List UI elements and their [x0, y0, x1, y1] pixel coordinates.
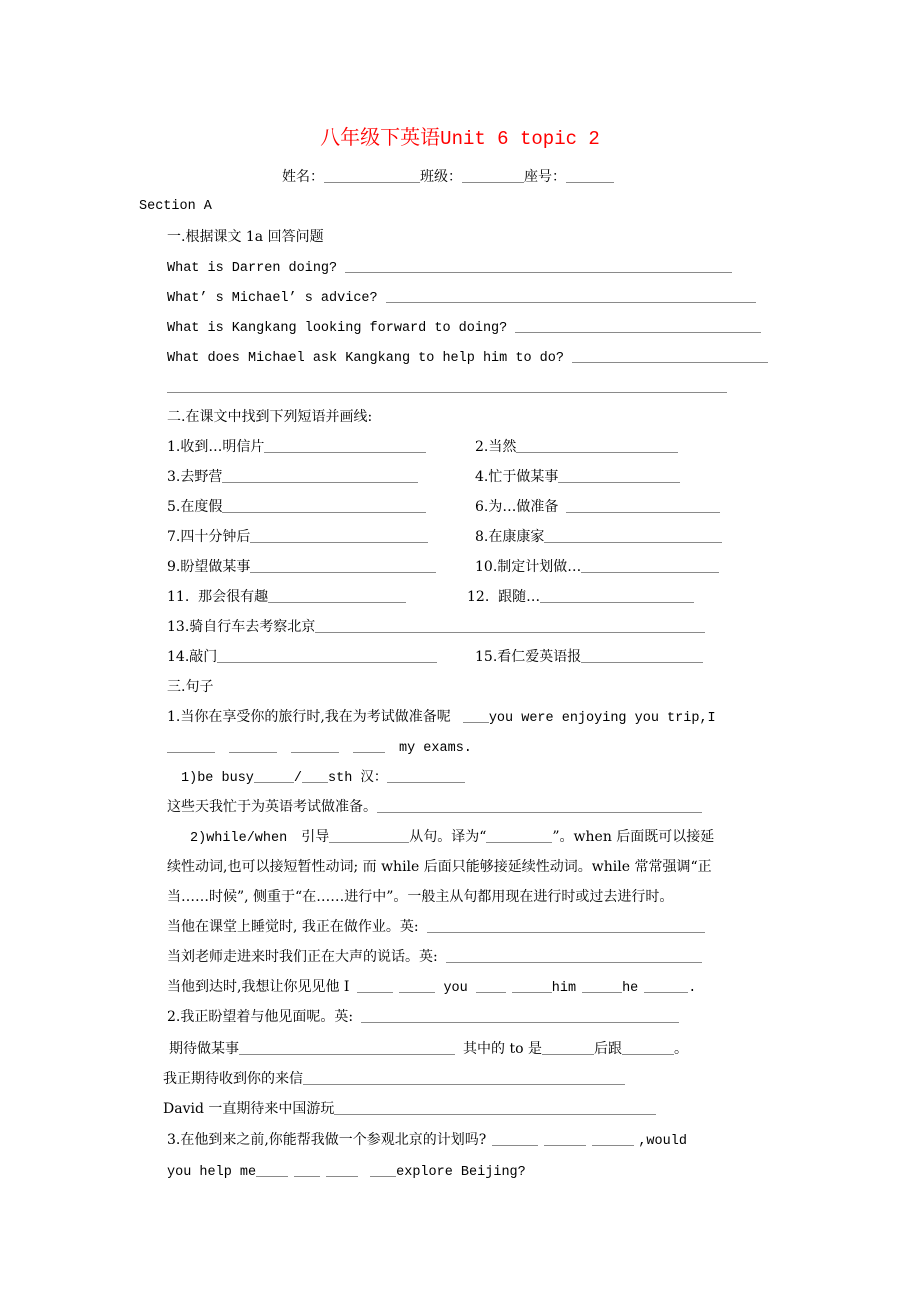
example-while-3: 当他到达时,我想让你见见他 I you him he .: [167, 979, 697, 996]
question-4: What does Michael ask Kangkang to help him to do?: [167, 348, 768, 368]
example-look-forward-1: 我正期待收到你的来信: [163, 1070, 625, 1088]
be-busy-blank-2[interactable]: [302, 768, 328, 783]
phrase-12: 12. 跟随…: [467, 588, 694, 606]
s3-blank-7[interactable]: [370, 1162, 396, 1177]
s1-blank-3[interactable]: [291, 738, 339, 753]
example-while-2: 当刘老师走进来时我们正在大声的说话。英:: [167, 948, 702, 966]
title-en: Unit 6 topic 2: [440, 128, 600, 150]
question-3: What is Kangkang looking forward to doing?: [167, 318, 761, 338]
s3-blank-5[interactable]: [294, 1162, 320, 1177]
phrase-4: 4.忙于做某事: [475, 468, 680, 486]
s3-blank-2[interactable]: [544, 1131, 586, 1146]
example-look-forward-2: David 一直期待来中国游玩: [163, 1100, 656, 1118]
example-while-2-field[interactable]: [446, 948, 702, 963]
ex4-blank-3[interactable]: [476, 978, 506, 993]
phrase-13-field[interactable]: [315, 618, 705, 633]
while-clause-type-field[interactable]: [329, 828, 409, 843]
s1-blank-2[interactable]: [229, 738, 277, 753]
s3-blank-3[interactable]: [592, 1131, 634, 1146]
be-busy-blank-1[interactable]: [254, 768, 294, 783]
part1-heading: 一.根据课文 1a 回答问题: [167, 229, 324, 245]
s3-blank-4[interactable]: [256, 1162, 288, 1177]
be-busy-meaning-field[interactable]: [387, 768, 465, 783]
phrase-8: 8.在康康家: [475, 528, 722, 546]
phrase-1: 1.收到…明信片: [167, 438, 426, 456]
sentence-2: 2.我正盼望着与他见面呢。英:: [167, 1008, 679, 1026]
answer-field-3[interactable]: [515, 318, 761, 333]
s3-blank-6[interactable]: [326, 1162, 358, 1177]
while-meaning-field[interactable]: [486, 828, 552, 843]
name-label: 姓名：: [282, 169, 324, 185]
phrase-look-forward: 期待做某事 其中的 to 是 后跟 。: [169, 1041, 688, 1057]
phrase-3: 3.去野营: [167, 468, 418, 486]
ex4-blank-5[interactable]: [582, 978, 622, 993]
phrase-9: 9.盼望做某事: [167, 558, 436, 576]
sentence-1: 1.当你在享受你的旅行时,我在为考试做准备呢 you were enjoying you trip,I: [167, 709, 716, 726]
phrase-6-field[interactable]: [566, 498, 720, 513]
phrase-2-field[interactable]: [516, 438, 678, 453]
ex4-blank-6[interactable]: [644, 978, 688, 993]
answer-field-4-continued[interactable]: [167, 392, 727, 393]
answer-field-1[interactable]: [345, 258, 732, 273]
phrase-15-field[interactable]: [581, 648, 703, 663]
example-look-forward-1-field[interactable]: [303, 1070, 625, 1085]
seat-field[interactable]: [566, 168, 614, 183]
phrase-14: 14.敲门: [167, 648, 437, 666]
part2-heading: 二.在课文中找到下列短语并画线:: [167, 409, 373, 425]
example-while-1: 当他在课堂上睡觉时, 我正在做作业。英:: [167, 918, 705, 936]
document-title: [0, 124, 920, 152]
student-info-row: [282, 168, 614, 186]
class-label: 班级：: [420, 169, 462, 185]
phrase-9-field[interactable]: [250, 558, 436, 573]
phrase-12-field[interactable]: [540, 588, 694, 603]
note-while-when: 2)while/when 引导 从句。译为“ ”。when 后面既可以接延: [190, 829, 715, 846]
example-look-forward-2-field[interactable]: [334, 1100, 656, 1115]
seat-label: 座号：: [524, 169, 566, 185]
sentence-1-line2: my exams.: [167, 738, 472, 758]
phrase-4-field[interactable]: [558, 468, 680, 483]
phrase-10: 10.制定计划做…: [475, 558, 719, 576]
class-field[interactable]: [462, 168, 524, 183]
title-cn: 八年级下英语: [320, 125, 441, 149]
phrase-2: 2.当然: [475, 438, 678, 456]
phrase-10-field[interactable]: [581, 558, 719, 573]
s1-blank-while[interactable]: [463, 708, 489, 723]
phrase-11: 11. 那会很有趣: [167, 588, 406, 606]
example-while-1-field[interactable]: [427, 918, 705, 933]
note-while-line2: 续性动词,也可以接短暂性动词; 而 while 后面只能够接延续性动词。while 常常强调“正: [167, 859, 712, 875]
note-be-busy: 1)be busy / sth 汉：: [181, 768, 465, 788]
ex4-blank-4[interactable]: [512, 978, 552, 993]
phrase-5-field[interactable]: [222, 498, 426, 513]
phrase-13: 13.骑自行车去考察北京: [167, 618, 705, 636]
question-1: What is Darren doing?: [167, 258, 732, 278]
s1-blank-4[interactable]: [353, 738, 385, 753]
phrase-3-field[interactable]: [222, 468, 418, 483]
phrase-11-field[interactable]: [268, 588, 406, 603]
ex4-blank-1[interactable]: [357, 978, 393, 993]
name-field[interactable]: [324, 168, 420, 183]
phrase-14-field[interactable]: [217, 648, 437, 663]
look-forward-field[interactable]: [239, 1040, 455, 1055]
follow-type-field[interactable]: [622, 1040, 674, 1055]
part3-heading: 三.句子: [167, 679, 214, 695]
to-type-field[interactable]: [542, 1040, 594, 1055]
sentence-3-line2: you help me explore Beijing?: [167, 1162, 526, 1182]
section-label: Section A: [139, 199, 212, 214]
ex4-blank-2[interactable]: [399, 978, 435, 993]
note-while-line3: 当……时候”, 侧重于“在……进行中”。一般主从句都用现在进行时或过去进行时。: [167, 889, 674, 905]
sentence-3: 3.在他到来之前,你能帮我做一个参观北京的计划吗? ,would: [167, 1132, 687, 1149]
phrase-6: 6.为…做准备: [475, 498, 720, 516]
answer-field-2[interactable]: [386, 288, 756, 303]
example-busy-field[interactable]: [377, 798, 702, 813]
sentence-2-field[interactable]: [361, 1008, 679, 1023]
phrase-1-field[interactable]: [264, 438, 426, 453]
s3-blank-1[interactable]: [492, 1131, 538, 1146]
phrase-15: 15.看仁爱英语报: [475, 648, 703, 666]
phrase-5: 5.在度假: [167, 498, 426, 516]
example-busy: 这些天我忙于为英语考试做准备。: [167, 798, 702, 816]
phrase-8-field[interactable]: [544, 528, 722, 543]
phrase-7-field[interactable]: [250, 528, 428, 543]
question-2: What’ s Michael’ s advice?: [167, 288, 756, 308]
answer-field-4[interactable]: [572, 348, 768, 363]
s1-blank-1[interactable]: [167, 738, 215, 753]
phrase-7: 7.四十分钟后: [167, 528, 428, 546]
